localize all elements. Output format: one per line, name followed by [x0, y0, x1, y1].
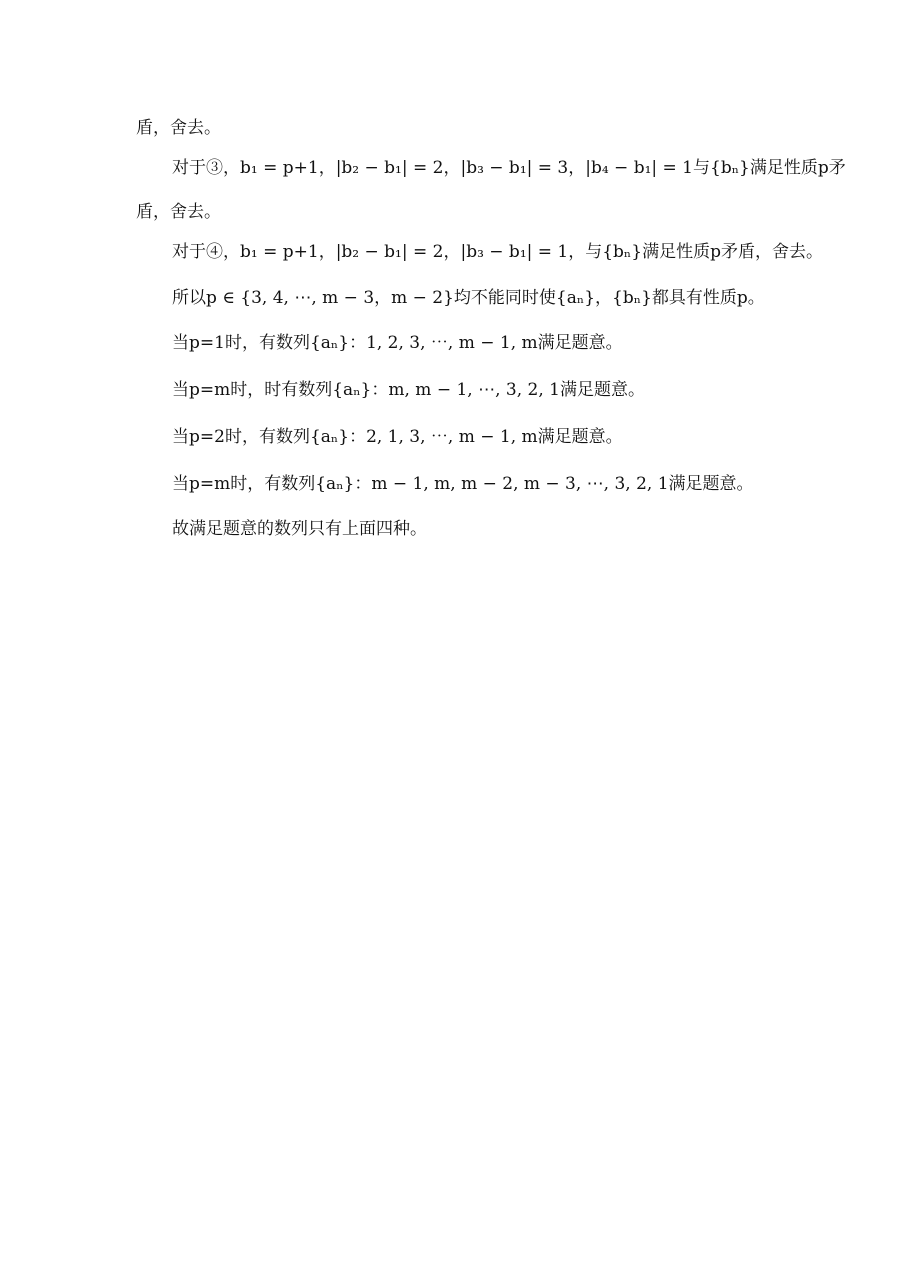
text-line-6: 当p=1时，有数列{aₙ}：1, 2, 3, ⋯, m − 1, m满足题意。 [172, 333, 623, 353]
text-line-5: 所以p ∈ {3, 4, ⋯, m − 3，m − 2}均不能同时使{aₙ}，{bₙ}都具有性质p。 [172, 288, 765, 308]
text-line-8: 当p=2时，有数列{aₙ}：2, 1, 3, ⋯, m − 1, m满足题意。 [172, 427, 623, 447]
text-line-4: 对于④，b₁ = p+1，|b₂ − b₁| = 2，|b₃ − b₁| = 1，与{bₙ}满足性质p矛盾，舍去。 [172, 242, 823, 262]
text-line-7: 当p=m时，时有数列{aₙ}：m, m − 1, ⋯, 3, 2, 1满足题意。 [172, 380, 645, 400]
text-line-2: 对于③，b₁ = p+1，|b₂ − b₁| = 2，|b₃ − b₁| = 3，|b₄ − b₁| = 1与{bₙ}满足性质p矛 [172, 158, 846, 178]
text-line-10: 故满足题意的数列只有上面四种。 [172, 519, 427, 539]
text-line-9: 当p=m时，有数列{aₙ}：m − 1, m, m − 2, m − 3, ⋯, 3, 2, 1满足题意。 [172, 474, 754, 494]
text-line-1: 盾，舍去。 [136, 118, 221, 138]
text-line-3: 盾，舍去。 [136, 202, 221, 222]
